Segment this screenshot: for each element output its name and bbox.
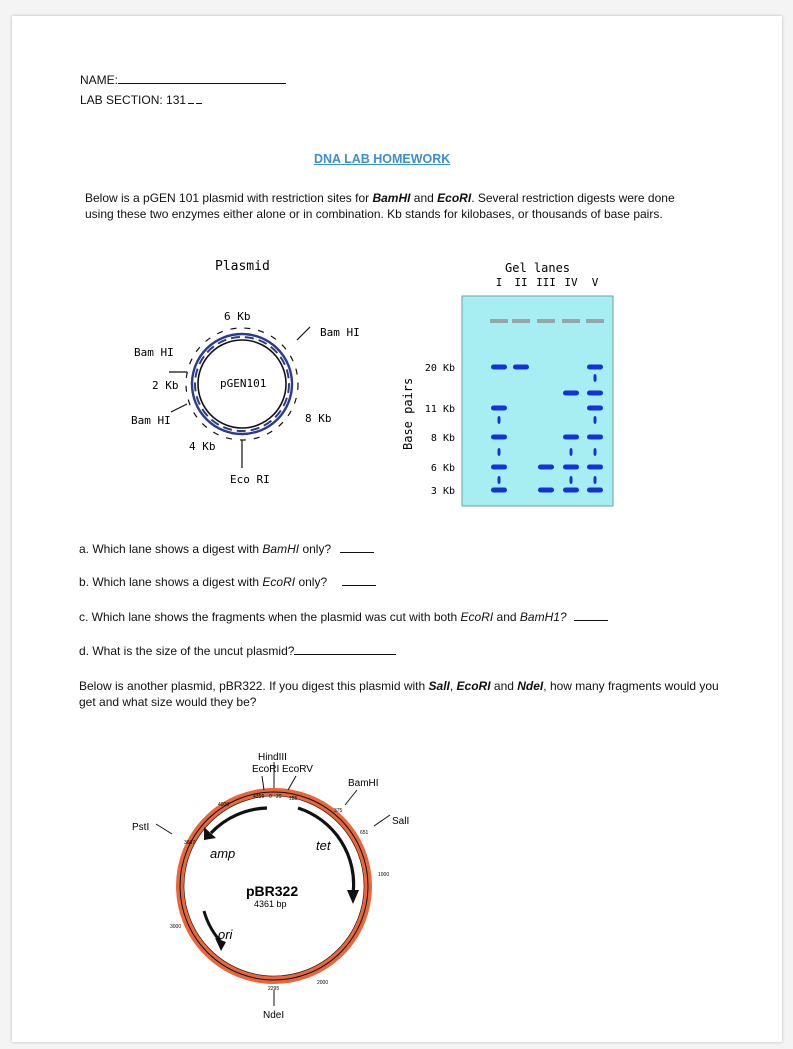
- svg-text:3000: 3000: [170, 924, 182, 930]
- gel-band: [587, 365, 603, 370]
- gel-band: [491, 365, 507, 370]
- plasmid-name: pBR322: [246, 883, 299, 899]
- y-axis-label: Base pairs: [401, 377, 415, 450]
- gel-slab: [462, 296, 613, 506]
- label-6kb: 6 Kb: [224, 310, 251, 323]
- label-ecori: Eco RI: [230, 473, 270, 486]
- site-ecori: EcoRI: [252, 764, 280, 775]
- svg-text:185: 185: [289, 796, 298, 802]
- size-label-4: 6 Kb: [430, 463, 455, 474]
- svg-text:375: 375: [334, 808, 343, 814]
- site-ndei: NdeI: [263, 1010, 285, 1021]
- site-hindiii: HindIII: [258, 752, 287, 763]
- label-8kb: 8 Kb: [305, 412, 332, 425]
- gel-band: [563, 391, 579, 396]
- plasmid-title: Plasmid: [215, 259, 270, 274]
- well-3: [537, 319, 555, 323]
- well-5: [586, 319, 604, 323]
- answer-a-blank[interactable]: [340, 541, 374, 553]
- svg-text:3607: 3607: [184, 840, 196, 846]
- label-bamhi-top-right: Bam HI: [320, 326, 360, 339]
- label-bamhi-left-low: Bam HI: [131, 414, 171, 427]
- pbr322-map: [112, 726, 432, 1038]
- lane-label-4: IV: [564, 276, 578, 289]
- label-4kb: 4 Kb: [189, 440, 216, 453]
- gel-band: [491, 435, 507, 440]
- plasmid-size: 4361 bp: [254, 899, 287, 909]
- svg-text:2295: 2295: [268, 986, 280, 992]
- well-4: [562, 319, 580, 323]
- well-1: [490, 319, 508, 323]
- gene-amp: amp: [210, 846, 236, 861]
- gene-tet: tet: [316, 838, 331, 853]
- document-page: [12, 16, 782, 1042]
- label-bamhi-left: Bam HI: [134, 346, 174, 359]
- gel-band: [491, 488, 507, 493]
- svg-text:4359: 4359: [253, 794, 265, 800]
- name-blank[interactable]: [118, 72, 286, 84]
- lab-section-line: LAB SECTION: 131: [80, 92, 202, 108]
- size-label-3: 8 Kb: [430, 433, 455, 444]
- svg-text:1000: 1000: [378, 872, 390, 878]
- gel-band: [498, 416, 501, 424]
- name-line: NAME:: [80, 72, 286, 88]
- gel-band: [594, 416, 597, 424]
- svg-text:4000: 4000: [218, 802, 230, 808]
- intro-paragraph: Below is a pGEN 101 plasmid with restriction sites for BamHI and EcoRI. Several restriction digests were done using these two enzymes either alone or in combination. Kb stands for kilobases, or thousands of base pairs.: [85, 191, 675, 221]
- lane-label-2: II: [514, 276, 528, 289]
- pbr322-paragraph: Below is another plasmid, pBR322. If you digest this plasmid with SalI, EcoRI and NdeI, how many fragments would you get and what size would they be?: [79, 679, 719, 709]
- site-psti: PstI: [132, 822, 150, 833]
- pgen101-plasmid-figure: [107, 254, 387, 494]
- answer-b-blank[interactable]: [342, 574, 376, 586]
- gel-band: [563, 488, 579, 493]
- question-a: a. Which lane shows a digest with BamHI only?: [79, 541, 374, 557]
- gel-band: [587, 391, 603, 396]
- gel-band: [594, 476, 597, 484]
- size-label-5: 3 Kb: [430, 486, 455, 497]
- site-bamhi: BamHI: [348, 778, 379, 789]
- gel-figure: [390, 258, 630, 518]
- site-ecorv: EcoRV: [282, 764, 313, 775]
- answer-c-blank[interactable]: [574, 609, 608, 621]
- svg-text:29: 29: [276, 794, 282, 800]
- label-2kb: 2 Kb: [152, 379, 179, 392]
- gel-band: [594, 448, 597, 456]
- gel-band: [563, 435, 579, 440]
- gene-ori: ori: [218, 927, 233, 942]
- question-b: b. Which lane shows a digest with EcoRI only?: [79, 574, 376, 590]
- gel-band: [587, 435, 603, 440]
- page-title: DNA LAB HOMEWORK: [314, 152, 451, 166]
- svg-text:2000: 2000: [317, 980, 329, 986]
- site-sali: SalI: [392, 816, 410, 827]
- plasmid-center-label: pGEN101: [220, 377, 267, 390]
- gel-band: [587, 488, 603, 493]
- svg-text:0: 0: [269, 794, 272, 800]
- size-label-2: 11 Kb: [424, 404, 455, 415]
- gel-band: [587, 465, 603, 470]
- section-blank-1[interactable]: [188, 92, 194, 104]
- gel-band: [498, 476, 501, 484]
- lane-numerals: [496, 276, 599, 289]
- question-c: c. Which lane shows the fragments when the plasmid was cut with both EcoRI and BamH1?: [79, 609, 608, 625]
- gel-band: [491, 406, 507, 411]
- lane-label-3: III: [536, 276, 556, 289]
- lane-label-5: V: [591, 276, 599, 289]
- gel-band: [570, 448, 573, 456]
- gel-band: [570, 476, 573, 484]
- gel-band: [563, 465, 579, 470]
- well-2: [512, 319, 530, 323]
- lane-label-1: I: [495, 276, 503, 289]
- gel-band: [513, 365, 529, 370]
- section-blank-2[interactable]: [196, 92, 202, 104]
- gel-wells: [490, 319, 604, 323]
- size-label-1: 20 Kb: [424, 363, 455, 374]
- gel-band: [538, 488, 554, 493]
- answer-d-blank[interactable]: [294, 643, 396, 655]
- gel-band: [538, 465, 554, 470]
- gel-band: [587, 406, 603, 411]
- gel-band: [491, 465, 507, 470]
- gel-title: Gel lanes: [505, 261, 571, 275]
- gel-band: [594, 374, 597, 382]
- question-d: d. What is the size of the uncut plasmid?: [79, 643, 396, 659]
- size-labels: [425, 363, 455, 497]
- svg-text:651: 651: [360, 830, 369, 836]
- gel-band: [498, 448, 501, 456]
